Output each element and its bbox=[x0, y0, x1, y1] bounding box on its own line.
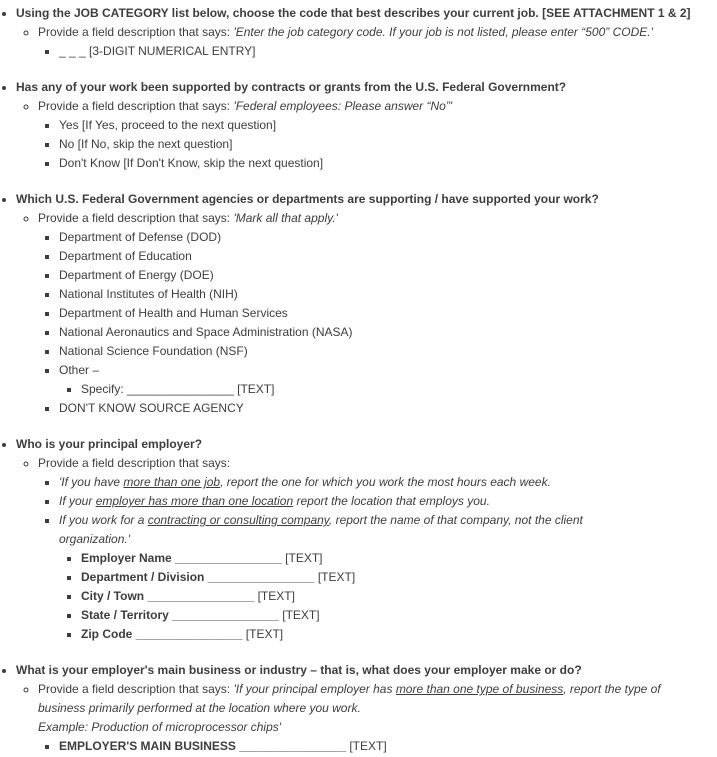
desc-quote: 'Mark all that apply.' bbox=[233, 211, 338, 225]
note-pre: If you work for a bbox=[59, 513, 148, 527]
field-item bbox=[81, 606, 709, 625]
field-item bbox=[81, 625, 709, 644]
specify-text: Specify: ________________ [TEXT] bbox=[81, 382, 275, 396]
field-item bbox=[59, 737, 709, 756]
option-item bbox=[59, 247, 709, 266]
field-suffix: [TEXT] bbox=[281, 551, 323, 565]
field-label: State / Territory ________________ bbox=[81, 608, 279, 622]
field-label: Employer Name ________________ bbox=[81, 551, 282, 565]
note-item bbox=[59, 492, 709, 511]
specify-item bbox=[81, 380, 709, 399]
option-item bbox=[59, 285, 709, 304]
option-item-dont-know bbox=[59, 399, 709, 418]
option-item bbox=[59, 135, 709, 154]
option-text: Department of Health and Human Services bbox=[59, 306, 288, 320]
option-text: Department of Education bbox=[59, 249, 192, 263]
option-item bbox=[59, 154, 709, 173]
option-item-other bbox=[59, 361, 709, 399]
field-label: EMPLOYER'S MAIN BUSINESS ________________ bbox=[59, 739, 346, 753]
field-item bbox=[81, 549, 709, 568]
desc-prefix: Provide a field description that says: bbox=[38, 99, 234, 113]
note-post: , report the name of that company, not the client bbox=[328, 513, 583, 527]
desc-example: Example: Production of microprocessor chips' bbox=[38, 720, 282, 734]
option-text: Department of Energy (DOE) bbox=[59, 268, 214, 282]
desc-quote-underlined: more than one type of business bbox=[395, 682, 564, 696]
field-description-item bbox=[38, 97, 709, 173]
option-text: Other – bbox=[59, 363, 100, 377]
question-text: Who is your principal employer? bbox=[16, 437, 203, 451]
option-text: No [If No, skip the next question] bbox=[59, 137, 233, 151]
desc-prefix: Provide a field description that says: bbox=[38, 25, 234, 39]
note-pre: 'If you have bbox=[59, 475, 124, 489]
field-label: Zip Code ________________ bbox=[81, 627, 243, 641]
field-item bbox=[81, 587, 709, 606]
question-item-main-business bbox=[16, 661, 709, 756]
question-item-job-category bbox=[16, 4, 709, 61]
field-description-item bbox=[38, 680, 709, 756]
note-underlined: more than one job bbox=[123, 475, 221, 489]
option-text: National Aeronautics and Space Administration (NASA) bbox=[59, 325, 353, 339]
desc-prefix: Provide a field description that says: bbox=[38, 211, 234, 225]
note-post: , report the one for which you work the most hours each week. bbox=[220, 475, 551, 489]
desc-prefix: Provide a field description that says: bbox=[38, 456, 231, 470]
note-item bbox=[59, 511, 709, 644]
option-text: DON'T KNOW SOURCE AGENCY bbox=[59, 401, 244, 415]
option-text: Yes [If Yes, proceed to the next question] bbox=[59, 118, 277, 132]
question-item-principal-employer bbox=[16, 435, 709, 644]
field-label: Department / Division ________________ bbox=[81, 570, 315, 584]
field-suffix: [TEXT] bbox=[278, 608, 320, 622]
desc-quote-post: , report the type of bbox=[563, 682, 661, 696]
option-item bbox=[59, 266, 709, 285]
note-wrap: organization.' bbox=[59, 532, 131, 546]
field-suffix: [TEXT] bbox=[346, 739, 387, 753]
desc-quote-line2: business primarily performed at the location where you work. bbox=[38, 701, 361, 715]
desc-quote: 'Enter the job category code. If your job is not listed, please enter “500” CODE.' bbox=[233, 25, 653, 39]
desc-prefix: Provide a field description that says: bbox=[38, 682, 234, 696]
entry-item bbox=[59, 42, 709, 61]
option-item bbox=[59, 228, 709, 247]
field-suffix: [TEXT] bbox=[242, 627, 284, 641]
field-suffix: [TEXT] bbox=[314, 570, 356, 584]
note-underlined: contracting or consulting company bbox=[147, 513, 329, 527]
note-underlined: employer has more than one location bbox=[95, 494, 294, 508]
question-text: Using the JOB CATEGORY list below, choose the code that best describes your current job. [SEE ATTACHMENT 1 & 2] bbox=[16, 6, 691, 20]
question-item-agencies bbox=[16, 190, 709, 418]
option-text: Don't Know [If Don't Know, skip the next question] bbox=[59, 156, 324, 170]
field-description-item bbox=[38, 209, 709, 418]
desc-quote: 'Federal employees: Please answer “No”' bbox=[233, 99, 453, 113]
option-text: National Science Foundation (NSF) bbox=[59, 344, 248, 358]
question-list bbox=[0, 4, 709, 756]
entry-text: _ _ _ [3-DIGIT NUMERICAL ENTRY] bbox=[59, 44, 256, 58]
option-item bbox=[59, 304, 709, 323]
field-description-item bbox=[38, 23, 709, 61]
question-text: Which U.S. Federal Government agencies or departments are supporting / have supported your work? bbox=[16, 192, 599, 206]
question-text: Has any of your work been supported by contracts or grants from the U.S. Federal Government? bbox=[16, 80, 567, 94]
option-text: Department of Defense (DOD) bbox=[59, 230, 222, 244]
option-item bbox=[59, 116, 709, 135]
question-text: What is your employer's main business or industry – that is, what does your employer make or do? bbox=[16, 663, 582, 677]
question-item-federal-support bbox=[16, 78, 709, 173]
field-description-item bbox=[38, 454, 709, 644]
field-item bbox=[81, 568, 709, 587]
option-text: National Institutes of Health (NIH) bbox=[59, 287, 238, 301]
option-item bbox=[59, 342, 709, 361]
note-pre: If your bbox=[59, 494, 96, 508]
field-suffix: [TEXT] bbox=[254, 589, 295, 603]
option-item bbox=[59, 323, 709, 342]
note-post: report the location that employs you. bbox=[293, 494, 490, 508]
desc-quote-pre: 'If your principal employer has bbox=[233, 682, 396, 696]
note-item bbox=[59, 473, 709, 492]
field-label: City / Town ________________ bbox=[81, 589, 255, 603]
